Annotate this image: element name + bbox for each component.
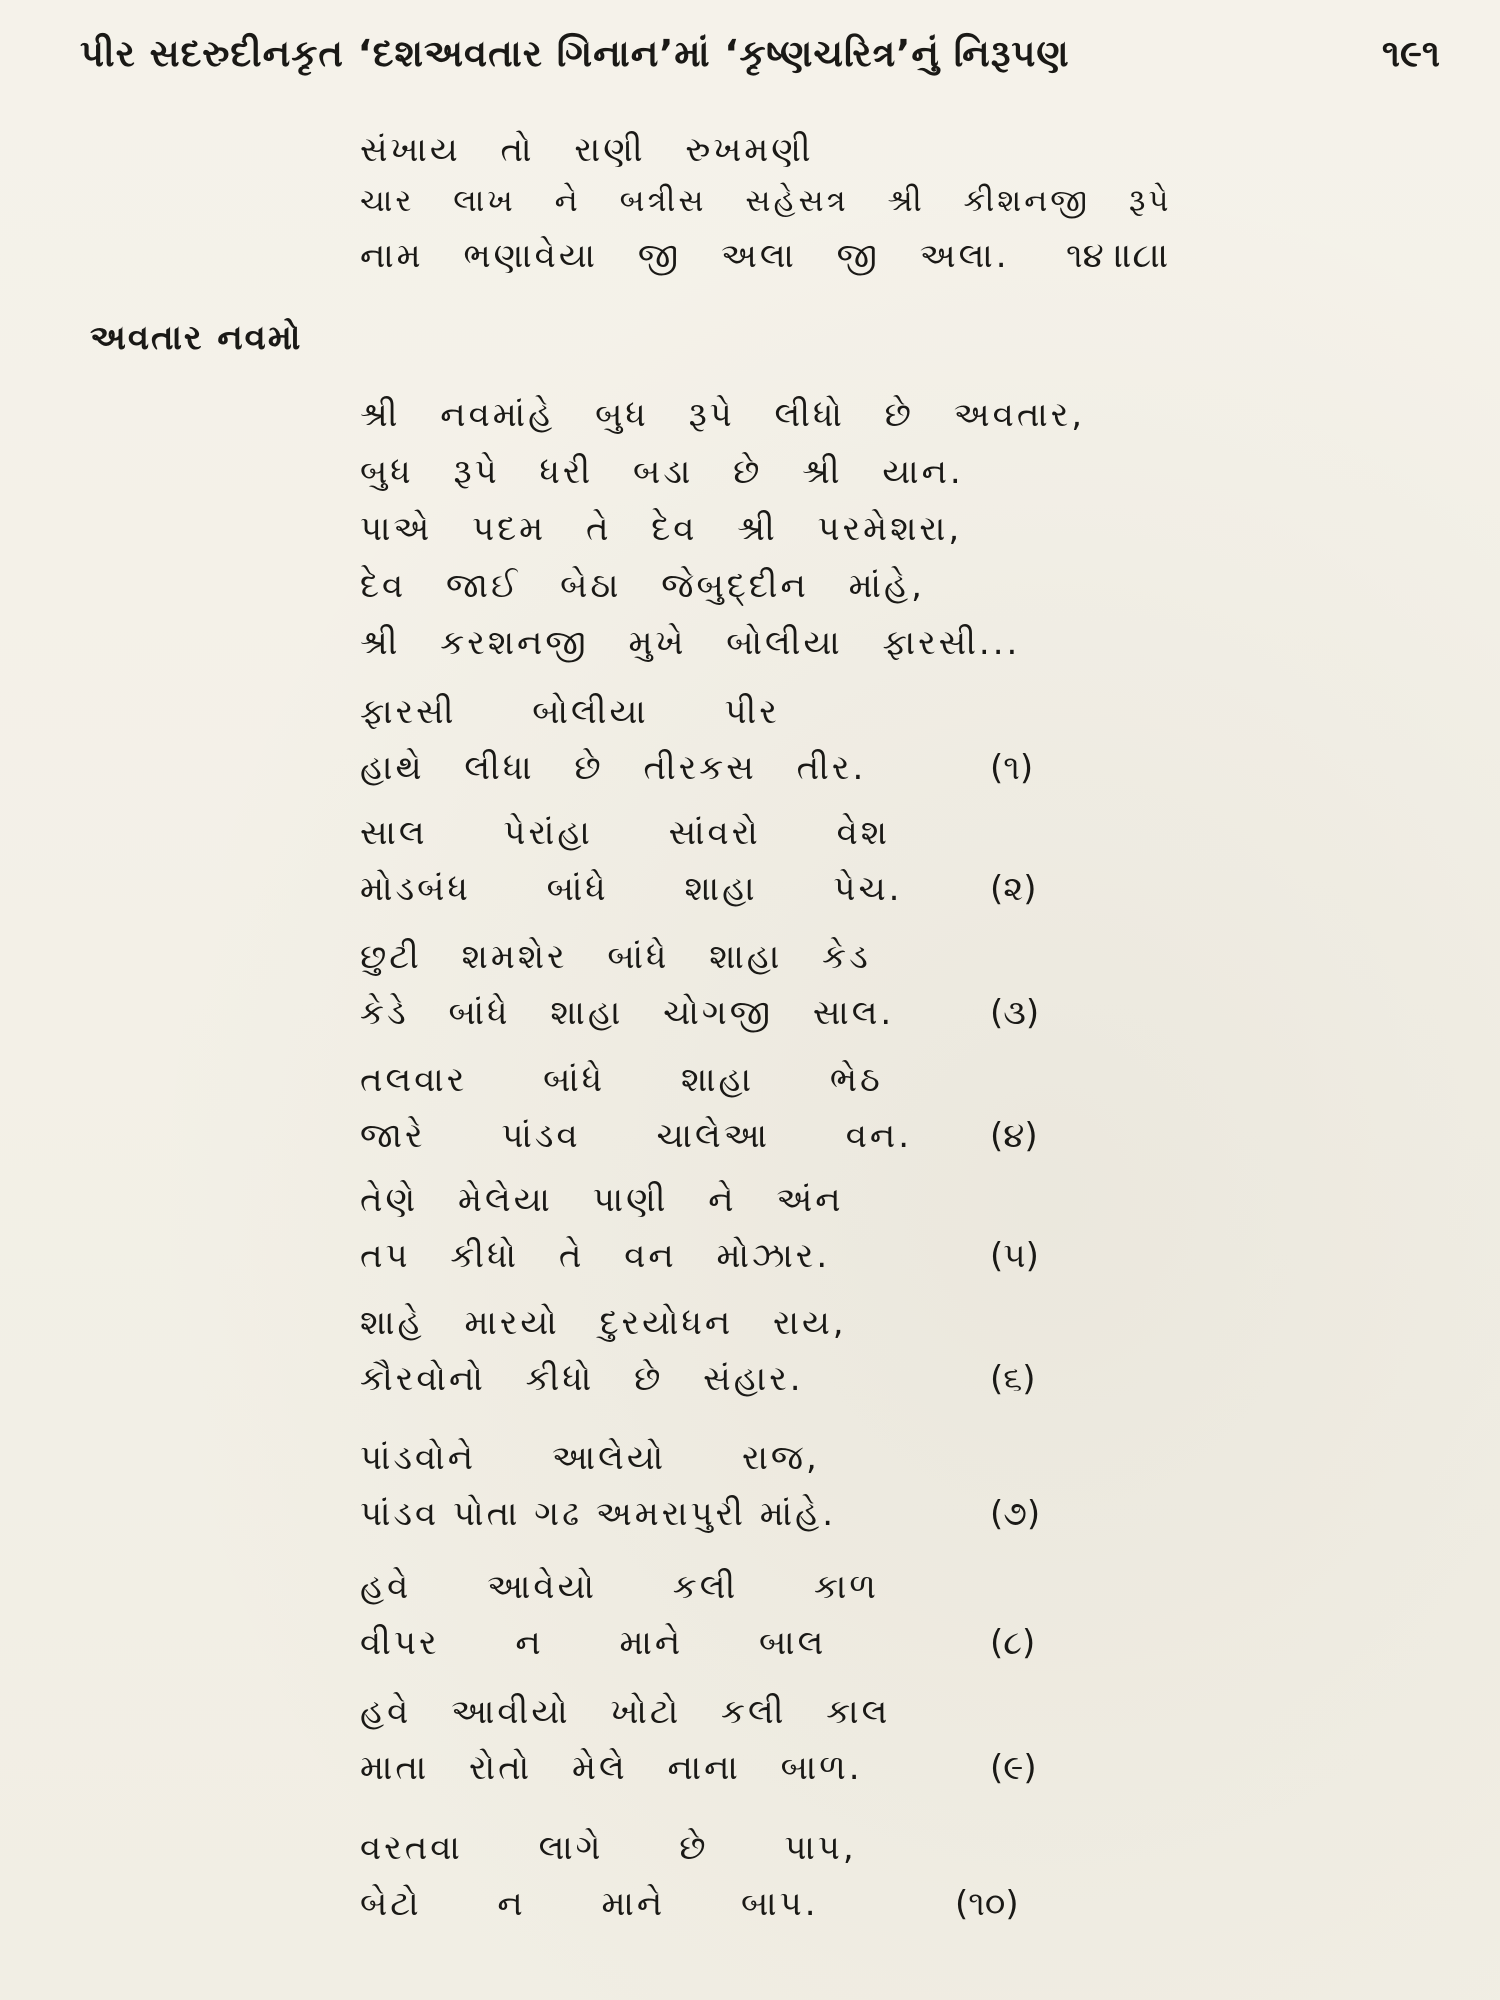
- top-verse-line: નામ ભણાવેયા જી અલા જી અલા.: [360, 236, 1010, 276]
- couplet-line: કૌરવોનો કીધો છે સંહાર.: [360, 1359, 804, 1399]
- couplet-number: (૭): [990, 1494, 1041, 1534]
- couplet-number: (૬): [990, 1359, 1036, 1399]
- verse-marker: ૧૪ ॥૮॥: [1066, 236, 1170, 276]
- couplet-line: કેડે બાંધે શાહા ચોગજી સાલ.: [360, 993, 895, 1033]
- couplet-number: (૧૦): [955, 1884, 1019, 1924]
- couplet-line: માતા રોતો મેલે નાના બાળ.: [360, 1748, 863, 1788]
- couplet-line: તપ કીધો તે વન મોઝાર.: [360, 1236, 831, 1276]
- stanza-line: બુધ રૂપે ધરી બડા છે શ્રી યાન.: [360, 452, 964, 492]
- couplet-number: (૩): [990, 993, 1040, 1033]
- couplet-number: (૨): [990, 869, 1037, 909]
- stanza-line: પાએ પદમ તે દેવ શ્રી પરમેશરા,: [360, 509, 963, 549]
- couplet-line: હવે આવેયો કલી કાળ: [360, 1567, 879, 1607]
- couplet-line: ફારસી બોલીયા પીર: [360, 692, 780, 732]
- stanza-line: દેવ જાઈ બેઠા જેબુદ્દીન માંહે,: [360, 566, 925, 606]
- couplet-number: (૪): [990, 1116, 1038, 1156]
- couplet-number: (૧): [990, 748, 1034, 788]
- page-number: ૧૯૧: [1381, 32, 1440, 75]
- couplet-line: પાંડવ પોતા ગઢ અમરાપુરી માંહે.: [360, 1494, 837, 1534]
- couplet-number: (૮): [990, 1623, 1036, 1663]
- top-verse-line: સંખાય તો રાણી રુખમણી: [360, 130, 814, 170]
- stanza-line: શ્રી કરશનજી મુખે બોલીયા ફારસી...: [360, 623, 1021, 663]
- couplet-line: શાહે મારયો દુરયોધન રાય,: [360, 1303, 847, 1343]
- stanza-line: શ્રી નવમાંહે બુધ રૂપે લીધો છે અવતાર,: [360, 395, 1086, 435]
- couplet-number: (૫): [990, 1236, 1039, 1276]
- couplet-line: બેટો ન માને બાપ.: [360, 1884, 819, 1924]
- couplet-number: (૯): [990, 1748, 1037, 1788]
- couplet-line: છુટી શમશેર બાંધે શાહા કેડ: [360, 937, 871, 977]
- couplet-line: જારે પાંડવ ચાલેઆ વન.: [360, 1116, 913, 1156]
- couplet-line: તેણે મેલેયા પાણી ને અંન: [360, 1180, 844, 1220]
- section-heading: અવતાર નવમો: [90, 318, 303, 358]
- couplet-line: હાથે લીધા છે તીરકસ તીર.: [360, 748, 867, 788]
- couplet-line: તલવાર બાંધે શાહા ભેઠ: [360, 1060, 883, 1100]
- top-verse-line: ચાર લાખ ને બત્રીસ સહેસત્ર શ્રી કીશનજી રૂપે: [360, 183, 1172, 219]
- couplet-line: વરતવા લાગે છે પાપ,: [360, 1828, 857, 1868]
- couplet-line: હવે આવીયો ખોટો કલી કાલ: [360, 1692, 891, 1732]
- couplet-line: મોડબંધ બાંધે શાહા પેચ.: [360, 869, 903, 909]
- couplet-line: વીપર ન માને બાલ: [360, 1623, 827, 1663]
- couplet-line: પાંડવોને આલેયો રાજ,: [360, 1438, 820, 1478]
- couplet-line: સાલ પેરાંહા સાંવરો વેશ: [360, 813, 891, 853]
- running-header-title: પીર સદરુદીનકૃત ‘દશઅવતાર ગિનાન’માં ‘કૃષ્ણચરિત્ર’નું નિરૂપણ: [80, 32, 1070, 75]
